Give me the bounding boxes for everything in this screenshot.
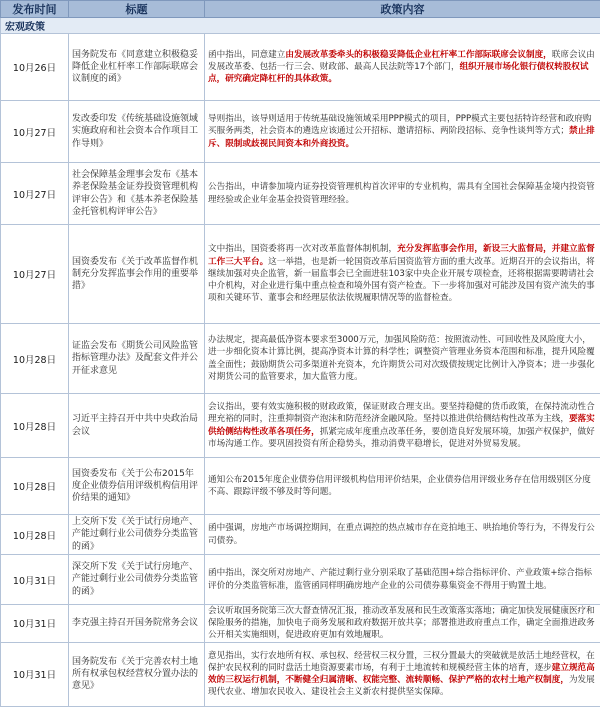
row-content: 函中指出，同意建立由发展改革委牵头的积极稳妥降低企业杠杆率工作部际联席会议制度，联席会议由发展改革委、包括一行三会、财政部、最高人民法院等17个部门，组织开展市场化银行债权转股权试点，研究确定降杠杆的具体政策。 — [205, 34, 600, 101]
table-row — [1, 605, 600, 643]
row-title: 上交所下发《关于试行房地产、产能过剩行业公司债券分类监管的函》 — [69, 515, 205, 555]
table-row — [1, 225, 600, 324]
row-content: 会议指出，要有效实施积极的财政政策，保证财政合理支出。要坚持稳健的货币政策，在保持流动性合理充裕的同时，注重抑制资产泡沫和防范经济金融风险。坚持以推进供给侧结构性改革为主线，要落实供给侧结构性改革各项任务，抓紧完成年度重点改革任务，要创造良好发展环境，加强产权保护，做好市场沟通工作。要巩固投资有所企稳势头，推动消费平稳增长，促进对外贸易发展。 — [205, 394, 600, 458]
row-date: 10月28日 — [1, 394, 69, 458]
section-row — [1, 18, 600, 34]
table-row — [1, 34, 600, 101]
row-title: 国资委发布《关于改革监督作机制充分发挥监事会作用的重要举措》 — [69, 225, 205, 324]
section-label: 宏观政策 — [1, 18, 600, 34]
table-row — [1, 101, 600, 163]
row-content: 文中指出，国资委将再一次对改革监督体制机制，充分发挥监事会作用，新设三大监督局，并建立监督工作三大平台。这一举措，也是新一轮国资改革后国资监管方面的重大改革。近期召开的会议指出，将继续加强对央企监管，新一届监事会已全面进驻103家中央企业开展专项检查，还将根据需要聘请社会中介机构，对企业进行集中重点检查和境外国有资产检查。下一步将加强对可能涉及国有资产流失的事项和关键环节、董事会和经理层依法依规履职情况等的监督检查。 — [205, 225, 600, 324]
row-date: 10月31日 — [1, 555, 69, 605]
table-row — [1, 555, 600, 605]
row-content: 导则指出，该导则适用于传统基础设施领域采用PPP模式的项目，PPP模式主要包括特许经营和政府购买服务两类，社会资本的遴选应该通过公开招标、邀请招标、两阶段招标、竞争性谈判等方式；禁止排斥、限制或歧视民间资本和外商投资。 — [205, 101, 600, 163]
row-date: 10月28日 — [1, 324, 69, 394]
row-title: 证监会发布《期货公司风险监管指标管理办法》及配套文件并公开征求意见 — [69, 324, 205, 394]
row-content: 通知公布2015年度企业债券信用评级机构信用评价结果，企业债券信用评级业务存在信用级别区分度不高、跟踪评级不够及时等问题。 — [205, 458, 600, 515]
row-date: 10月28日 — [1, 515, 69, 555]
row-title: 国资委发布《关于公布2015年度企业债券信用评级机构信用评价结果的通知》 — [69, 458, 205, 515]
table-header-row — [1, 1, 600, 18]
row-title: 国务院发布《同意建立积极稳妥降低企业杠杆率工作部际联席会议制度的函》 — [69, 34, 205, 101]
row-date: 10月31日 — [1, 605, 69, 643]
row-title: 深交所下发《关于试行房地产、产能过剩行业公司债券分类监管的函》 — [69, 555, 205, 605]
row-content: 会议听取国务院第三次大督查情况汇报，推动改革发展和民生改策落实落地；确定加快发展健康医疗和保险服务的措施，加快电子商务发展和政府数据开放共享；部署推进政府重点工作，确定全面推进政务公开相关实施细则，促进政府更加有效地履职。 — [205, 605, 600, 643]
table-row — [1, 394, 600, 458]
row-title: 习近平主持召开中共中央政治局会议 — [69, 394, 205, 458]
header-date: 发布时间 — [1, 1, 69, 18]
row-content: 公告指出，申请参加境内证券投资管理机构首次评审的专业机构，需具有全国社会保障基金境内投资管理经验或企业年金基金投资管理经验。 — [205, 163, 600, 225]
row-date: 10月26日 — [1, 34, 69, 101]
row-title: 李克强主持召开国务院常务会议 — [69, 605, 205, 643]
header-content: 政策内容 — [205, 1, 600, 18]
table-row — [1, 324, 600, 394]
row-content: 意见指出，实行农地所有权、承包权、经营权三权分置，三权分置最大的突破就是放活土地经营权，在保护农民权利的同时盘活土地资源要素市场，有利于土地流转和规模经营主体的培育，逐步建立规范高效的三权运行机制，不断健全归属清晰、权能完整、流转顺畅、保护严格的农村土地产权制度，为发展现代农业、增加农民收入、建设社会主义新农村提供坚实保障。 — [205, 642, 600, 706]
row-date: 10月27日 — [1, 225, 69, 324]
header-title: 标题 — [69, 1, 205, 18]
table-row — [1, 458, 600, 515]
row-title: 发改委印发《传统基础设施领域实施政府和社会资本合作项目工作导则》 — [69, 101, 205, 163]
row-date: 10月28日 — [1, 458, 69, 515]
row-content: 函中指出，深交所对房地产、产能过剩行业分别采取了基础范围+综合指标评价、产业政策+综合指标评价的分类监管标准，监管函同样明确房地产企业的公司债券募集资金不得用于购置土地。 — [205, 555, 600, 605]
row-date: 10月27日 — [1, 163, 69, 225]
row-content: 办法规定，提高最低净资本要求至3000万元，加强风险防范：按照流动性、可回收性及风险度大小，进一步细化资本计算比例，提高净资本计算的科学性；调整资产管理业务资本范围和标准，提升风险覆盖全面性；鼓励期货公司多渠道补充资本，允许期货公司对次级债按规定比例计入净资本；进一步强化对期货公司的监管要求，加大监管力度。 — [205, 324, 600, 394]
row-date: 10月31日 — [1, 642, 69, 706]
table-row — [1, 163, 600, 225]
row-date: 10月27日 — [1, 101, 69, 163]
row-title: 社会保障基金理事会发布《基本养老保险基金证券投资管理机构评审公告》和《基本养老保险基金托管机构评审公告》 — [69, 163, 205, 225]
row-title: 国务院发布《关于完善农村土地所有权承包权经营权分置办法的意见》 — [69, 642, 205, 706]
table-row — [1, 515, 600, 555]
row-content: 函中强调，房地产市场调控期间，在重点调控的热点城市存在竞拍地王、哄抬地价等行为，不得发行公司债券。 — [205, 515, 600, 555]
